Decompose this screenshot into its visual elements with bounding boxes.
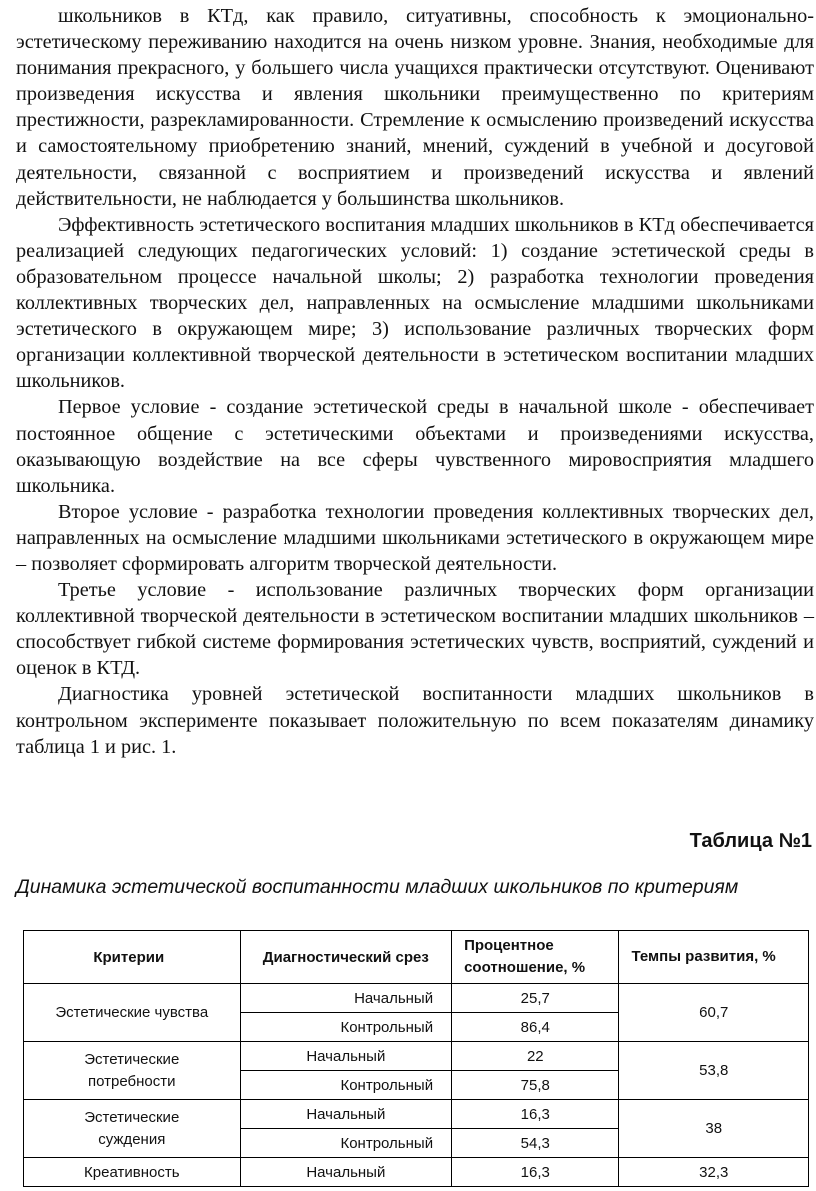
table-row <box>24 1158 809 1187</box>
criterion-cell: Эстетические потребности <box>24 1042 241 1100</box>
criterion-cell: Эстетические суждения <box>24 1100 241 1158</box>
slice-cell: Контрольный <box>240 1071 452 1100</box>
paragraph-second-condition: Второе условие - разработка технологии проведения коллективных творческих дел, направленных на осмысление младшими школьниками эстетического в окружающем мире – позволяет сформировать алгоритм творческой деятельности. <box>16 500 814 575</box>
table-row <box>24 1100 809 1129</box>
body-text <box>16 3 814 760</box>
percent-cell: 54,3 <box>452 1129 619 1158</box>
growth-cell: 60,7 <box>619 984 809 1042</box>
percent-cell: 16,3 <box>452 1100 619 1129</box>
header-percent: Процентное соотношение, % <box>452 931 619 984</box>
slice-cell: Контрольный <box>240 1013 452 1042</box>
paragraph-diagnostics: Диагностика уровней эстетической воспитанности младших школьников в контрольном эксперименте показывает положительную по всем показателям динамику таблица 1 и рис. 1. <box>16 683 814 758</box>
results-table <box>23 930 809 1187</box>
paragraph-continuation: школьников в КТд, как правило, ситуативны, способность к эмоционально-эстетическому переживанию находится на очень низком уровне. Знания, необходимые для понимания прекрасного, у большего числа учащихся практически отсутствуют. Оценивают произведения искусства и явления школьники преимущественно по критериям престижности, разрекламированности. Стремление к осмыслению произведений искусства и самостоятельному приобретению знаний, мнений, суждений в учебной и досуговой деятельности, связанной с восприятием и произведений искусства и явлений действительности, не наблюдается у большинства школьников. <box>16 5 814 210</box>
paragraph-conditions: Эффективность эстетического воспитания младших школьников в КТд обеспечивается реализацией следующих педагогических условий: 1) создание эстетической среды в образовательном процессе начальной школы; 2) разработка технологии проведения коллективных творческих дел, направленных на осмысление младшими школьниками эстетического в окружающем мире; 3) использование различных творческих форм организации коллективной творческой деятельности в эстетическом воспитании младших школьников. <box>16 213 814 393</box>
criterion-cell: Эстетические чувства <box>24 984 241 1042</box>
growth-cell: 32,3 <box>619 1158 809 1187</box>
table-title: Динамика эстетической воспитанности младших школьников по критериям <box>16 876 739 898</box>
slice-cell: Начальный <box>240 984 452 1013</box>
percent-cell: 25,7 <box>452 984 619 1013</box>
percent-cell: 22 <box>452 1042 619 1071</box>
header-slice: Диагностический срез <box>240 931 452 984</box>
percent-cell: 75,8 <box>452 1071 619 1100</box>
paragraph-first-condition: Первое условие - создание эстетической среды в начальной школе - обеспечивает постоянное общение с эстетическими объектами и произведениями искусства, оказывающую воздействие на все сферы чувственного мировосприятия младшего школьника. <box>16 396 814 497</box>
slice-cell: Начальный <box>240 1158 452 1187</box>
table-header-row <box>24 931 809 984</box>
growth-cell: 53,8 <box>619 1042 809 1100</box>
percent-cell: 16,3 <box>452 1158 619 1187</box>
growth-cell: 38 <box>619 1100 809 1158</box>
header-criteria: Критерии <box>24 931 241 984</box>
percent-cell: 86,4 <box>452 1013 619 1042</box>
header-growth: Темпы развития, % <box>619 931 809 984</box>
slice-cell: Начальный <box>240 1100 452 1129</box>
criterion-cell: Креативность <box>24 1158 241 1187</box>
paragraph-third-condition: Третье условие - использование различных творческих форм организации коллективной творческой деятельности в эстетическом воспитании младших школьников – способствует гибкой системе формирования эстетических чувств, восприятий, суждений и оценок в КТД. <box>16 579 814 680</box>
table-number: Таблица №1 <box>689 830 812 852</box>
slice-cell: Контрольный <box>240 1129 452 1158</box>
table-row <box>24 984 809 1013</box>
table-row <box>24 1042 809 1071</box>
slice-cell: Начальный <box>240 1042 452 1071</box>
